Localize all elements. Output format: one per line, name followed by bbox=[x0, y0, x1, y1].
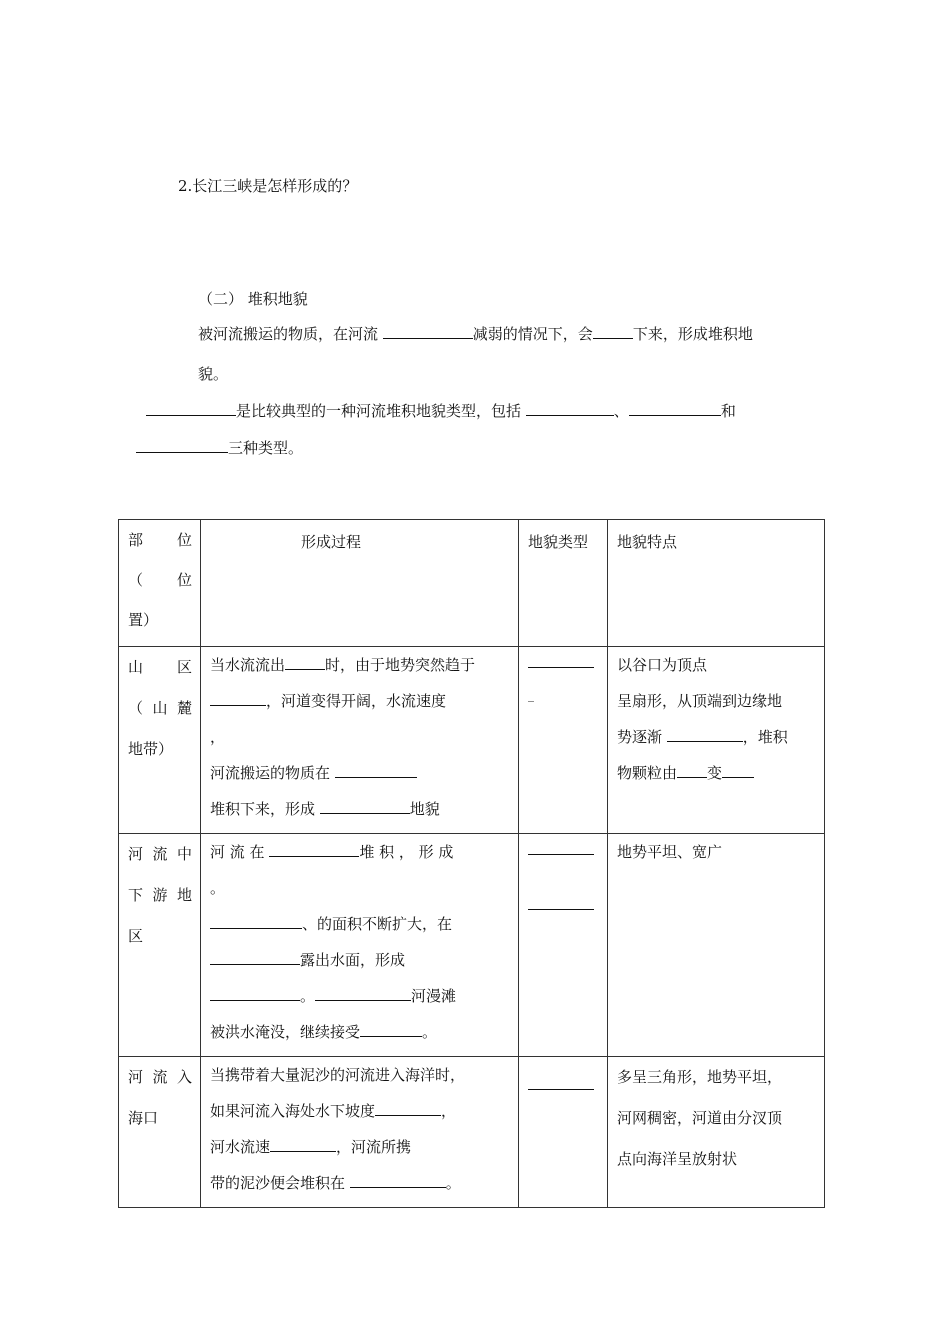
blank-field[interactable] bbox=[269, 842, 359, 857]
blank-field[interactable] bbox=[722, 763, 754, 778]
blank-field[interactable] bbox=[360, 1022, 422, 1037]
blank-field[interactable] bbox=[315, 986, 411, 1001]
table-row bbox=[119, 1057, 825, 1208]
blank-field[interactable] bbox=[320, 799, 410, 814]
blank-field[interactable] bbox=[383, 324, 473, 339]
row1-feature: 以谷口为顶点 呈扇形，从顶端到边缘地 势逐渐 ，堆积 物颗粒由 变 bbox=[608, 647, 825, 834]
text: 下来，形成堆积地 bbox=[632, 325, 753, 343]
blank-field[interactable] bbox=[210, 691, 266, 706]
blank-field[interactable] bbox=[629, 401, 721, 416]
text: 减弱的情况下，会 bbox=[472, 325, 593, 343]
blank-field[interactable] bbox=[136, 438, 228, 453]
blank-field[interactable] bbox=[210, 986, 300, 1001]
question-2: 2.长江三峡是怎样形成的？ bbox=[178, 177, 358, 195]
text: 、 bbox=[613, 402, 629, 420]
row1-type: _ bbox=[519, 647, 608, 834]
paragraph-1-line-2: 貌。 bbox=[198, 365, 229, 383]
header-process: 形成过程 bbox=[201, 520, 519, 647]
row1-process: 当水流流出 时，由于地势突然趋于 ，河道变得开阔，水流速度 ， 河流搬运的物质在 堆积下来，形成 地貌 bbox=[201, 647, 519, 834]
section-title: （二） 堆积地貌 bbox=[198, 290, 308, 308]
blank-field[interactable] bbox=[146, 401, 236, 416]
text: 和 bbox=[720, 402, 736, 420]
blank-field[interactable] bbox=[593, 324, 633, 339]
text: 是比较典型的一种河流堆积地貌类型，包括 bbox=[236, 402, 522, 420]
row3-feature: 多呈三角形，地势平坦， 河网稠密，河道由分汊顶 点向海洋呈放射状 bbox=[608, 1057, 825, 1208]
header-type: 地貌类型 bbox=[519, 520, 608, 647]
text: 被河流搬运的物质，在河流 bbox=[198, 325, 379, 343]
paragraph-2-line-2 bbox=[136, 438, 303, 458]
blank-field[interactable] bbox=[350, 1173, 446, 1188]
landform-table bbox=[118, 519, 825, 1208]
row2-position: 河 流 中 下 游 地 区 bbox=[119, 834, 201, 1057]
blank-field[interactable] bbox=[677, 763, 707, 778]
table-row bbox=[119, 647, 825, 834]
row3-process: 当携带着大量泥沙的河流进入海洋时， 如果河流入海处水下坡度 ， 河水流速 ，河流所携 带的泥沙便会堆积在 。 bbox=[201, 1057, 519, 1208]
header-position: 部 位 （ 位 置） bbox=[119, 520, 201, 647]
paragraph-1-line-1 bbox=[198, 324, 753, 344]
row3-position: 河 流 入 海口 bbox=[119, 1057, 201, 1208]
blank-field[interactable] bbox=[270, 1137, 336, 1152]
blank-field[interactable] bbox=[210, 950, 300, 965]
blank-field[interactable] bbox=[375, 1101, 441, 1116]
paragraph-2-line-1 bbox=[146, 401, 736, 421]
blank-field[interactable] bbox=[335, 763, 417, 778]
blank-field[interactable] bbox=[528, 1073, 594, 1090]
row2-type bbox=[519, 834, 608, 1057]
text: 三种类型。 bbox=[228, 439, 304, 457]
blank-field[interactable] bbox=[667, 727, 743, 742]
blank-field[interactable] bbox=[210, 914, 302, 929]
row3-type bbox=[519, 1057, 608, 1208]
blank-field[interactable] bbox=[528, 893, 594, 910]
blank-field[interactable] bbox=[285, 655, 325, 670]
header-feature: 地貌特点 bbox=[608, 520, 825, 647]
table-header-row bbox=[119, 520, 825, 647]
blank-field[interactable] bbox=[528, 838, 594, 855]
row2-feature: 地势平坦、宽广 bbox=[608, 834, 825, 1057]
row2-process: 河 流 在 堆 积 ， 形 成 。 、的面积不断扩大，在 露出水面，形成 。 河漫滩 被洪水淹没，继续接受 。 bbox=[201, 834, 519, 1057]
blank-field[interactable] bbox=[528, 651, 594, 668]
blank-field[interactable] bbox=[526, 401, 614, 416]
table-row bbox=[119, 834, 825, 1057]
row1-position: 山 区 （ 山 麓 地带） bbox=[119, 647, 201, 834]
